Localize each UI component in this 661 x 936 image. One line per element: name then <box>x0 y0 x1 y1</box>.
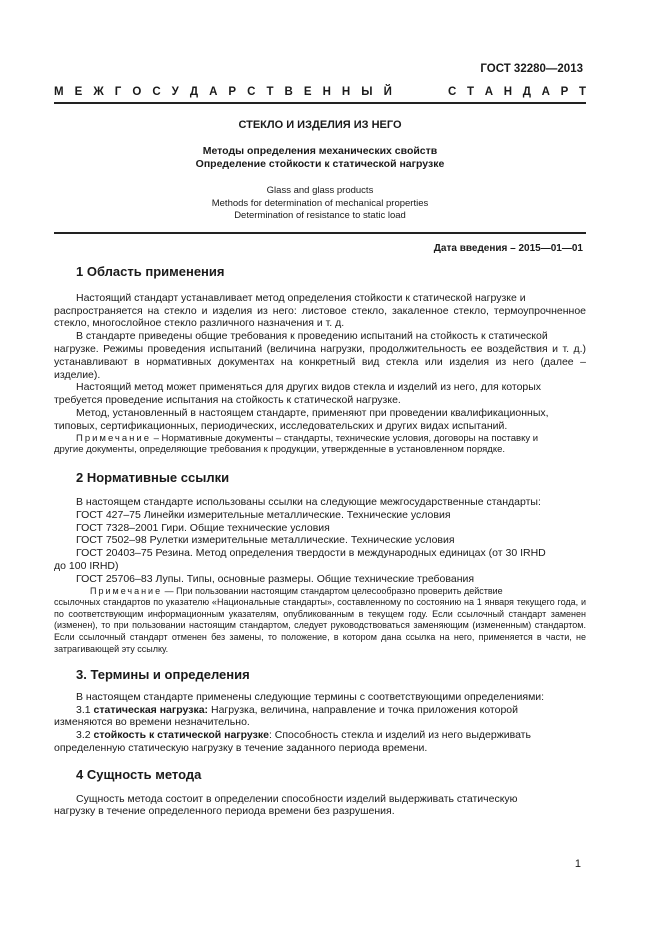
paragraph-first-line: В стандарте приведены общие требования к проведению испытаний на стойкость к статической <box>76 330 548 343</box>
banner-letter: С <box>152 86 161 98</box>
paragraph-continuation: нагрузку в течение определенного периода времени без разрушения. <box>54 805 395 818</box>
paragraph-continuation: распространяется на стекло и изделия из него: листовое стекло, закаленное стекло, термоупрочненное стекло, многослойное стекло различного назначения и т. д. <box>54 304 586 330</box>
paragraph-continuation: до 100 IRHD) <box>54 559 119 572</box>
banner-letter: В <box>284 86 293 98</box>
banner-letter: Й <box>383 86 392 98</box>
introduction-date: Дата введения – 2015—01—01 <box>433 243 583 254</box>
section-2-note <box>54 586 586 656</box>
banner-letter: Т <box>578 86 586 98</box>
page-number: 1 <box>574 858 581 870</box>
term-static-load <box>54 704 586 730</box>
english-title-line-2: Methods for determination of mechanical properties <box>211 197 429 209</box>
banner-letter: Г <box>114 86 122 98</box>
paragraph-continuation: определенную статическую нагрузку в течение заданного периода времени. <box>54 742 428 755</box>
term-name: стойкость к статической нагрузке <box>93 729 269 742</box>
term-definition: Нагрузка, величина, направление и точка приложения которой <box>208 703 519 716</box>
section-2-heading: 2 Нормативные ссылки <box>76 470 230 486</box>
section-1-heading: 1 Область применения <box>76 264 225 279</box>
paragraph-continuation: изменяются во времени незначительно. <box>54 716 250 729</box>
main-title: СТЕКЛО И ИЗДЕЛИЯ ИЗ НЕГО <box>238 119 402 131</box>
note-text: — При пользовании настоящим стандартом целесообразно проверить действие <box>162 585 503 596</box>
section-1-note <box>54 433 586 457</box>
banner-word-interstate <box>54 86 392 98</box>
section-1-paragraph-1 <box>54 292 586 330</box>
section-1-paragraph-4 <box>54 407 586 433</box>
banner-letter: Т <box>266 86 274 98</box>
paragraph-first-line: Сущность метода состоит в определении способности изделий выдерживать статическую <box>76 792 518 805</box>
banner-letter: Ы <box>361 86 373 98</box>
banner-letter: М <box>54 86 64 98</box>
subtitle <box>54 145 586 171</box>
banner-letter: Е <box>74 86 83 98</box>
note-text: – Нормативные документы – стандарты, технические условия, договоры на поставку и <box>151 432 539 444</box>
header-divider <box>54 102 586 104</box>
subtitle-line-1: Методы определения механических свойств <box>202 145 438 157</box>
subtitle-line-2: Определение стойкости к статической нагрузке <box>195 158 445 170</box>
section-3-intro: В настоящем стандарте применены следующие термины с соответствующими определениями: <box>76 690 545 703</box>
document-body <box>54 264 586 818</box>
title-divider <box>54 232 586 234</box>
banner-letter: С <box>247 86 256 98</box>
paragraph-first-line: ГОСТ 20403–75 Резина. Метод определения твердости в международных единицах (от 30 IRHD <box>76 547 546 560</box>
banner-letter: Ж <box>93 86 104 98</box>
term-name: статическая нагрузка: <box>93 703 209 716</box>
paragraph-first-line <box>54 729 586 742</box>
note-first-line <box>54 586 586 598</box>
note-continuation: другие документы, определяющие требования к продукции, утвержденные в установленном порядке. <box>54 444 505 456</box>
title-block <box>54 118 586 223</box>
document-number: ГОСТ 32280—2013 <box>480 63 583 75</box>
section-4-heading: 4 Сущность метода <box>76 766 202 782</box>
paragraph-continuation: нагрузке. Режимы проведения испытаний (величина нагрузки, продолжительность ее воздействия и т. д.) устанавливают в нормативных документах на конкретный вид стекла или изделия из него (далее – изделие). <box>54 342 586 381</box>
term-static-load-resistance <box>54 729 586 755</box>
banner-letter: Е <box>303 86 312 98</box>
reference-gost-7328: ГОСТ 7328–2001 Гири. Общие технические условия <box>76 521 330 534</box>
note-continuation: ссылочных стандартов по указателю «Национальные стандарты», составленному по состоянию на 1 января текущего года, и по соответствующим информационным указателям, опубликованным в текущем году. Если ссылочный стандарт заменен (изменен), то при пользовании настоящим стандартом, следует руководствоваться заменяющим (измененным) стандартом. Если ссылочный стандарт отменен без замены, то положение, в котором дана ссылка на него, применяется в части, не затрагивающей эту ссылку. <box>54 597 586 654</box>
reference-gost-7502: ГОСТ 7502–98 Рулетки измерительные металлические. Технические условия <box>76 534 455 547</box>
reference-gost-20403 <box>54 547 586 573</box>
paragraph-first-line <box>54 704 586 717</box>
banner-letter: Р <box>228 86 237 98</box>
banner-letter: Н <box>503 86 513 98</box>
banner-letter: А <box>209 86 218 98</box>
section-1-paragraph-3 <box>54 381 586 407</box>
term-number: 3.1 <box>76 703 94 716</box>
banner-letter: Н <box>322 86 331 98</box>
section-2-intro: В настоящем стандарте использованы ссылки на следующие межгосударственные стандарты: <box>76 495 541 508</box>
reference-gost-25706: ГОСТ 25706–83 Лупы. Типы, основные размеры. Общие технические требования <box>76 572 475 585</box>
banner-word-standard <box>448 86 586 98</box>
banner-letter: Т <box>467 86 475 98</box>
banner-letter: С <box>448 86 457 98</box>
english-title-line-1: Glass and glass products <box>266 185 374 196</box>
note-first-line <box>54 433 586 445</box>
banner-letter: А <box>541 86 550 98</box>
reference-gost-427: ГОСТ 427–75 Линейки измерительные металлические. Технические условия <box>76 508 451 521</box>
english-title <box>54 185 586 223</box>
standard-banner <box>54 86 586 98</box>
note-label: Примечание <box>90 585 163 596</box>
section-3-heading: 3. Термины и определения <box>76 667 250 683</box>
banner-letter: Н <box>341 86 351 98</box>
banner-letter: У <box>171 86 179 98</box>
paragraph-continuation: требуется проведение испытания на стойкость к статической нагрузке. <box>54 394 401 407</box>
paragraph-first-line: Метод, установленный в настоящем стандарте, применяют при проведении квалификационных, <box>76 406 549 419</box>
section-1-paragraph-2 <box>54 330 586 381</box>
note-label: Примечание <box>76 432 151 444</box>
paragraph-first-line: Настоящий стандарт устанавливает метод определения стойкости к статической нагрузке и <box>76 291 526 304</box>
section-4-paragraph-1 <box>54 793 586 819</box>
term-definition: : Способность стекла и изделий из него выдерживать <box>268 729 531 742</box>
term-number: 3.2 <box>76 729 94 742</box>
english-title-line-3: Determination of resistance to static load <box>234 210 406 221</box>
paragraph-continuation: типовых, сертификационных, периодических, исследовательских и других видах испытаний. <box>54 419 508 432</box>
banner-letter: А <box>484 86 494 98</box>
paragraph-first-line: Настоящий метод может применяться для других видов стекла и изделий из него, для которых <box>76 381 542 394</box>
banner-letter: Д <box>522 86 531 98</box>
banner-letter: Р <box>560 86 569 98</box>
banner-letter: Д <box>189 86 199 98</box>
banner-letter: О <box>132 86 142 98</box>
